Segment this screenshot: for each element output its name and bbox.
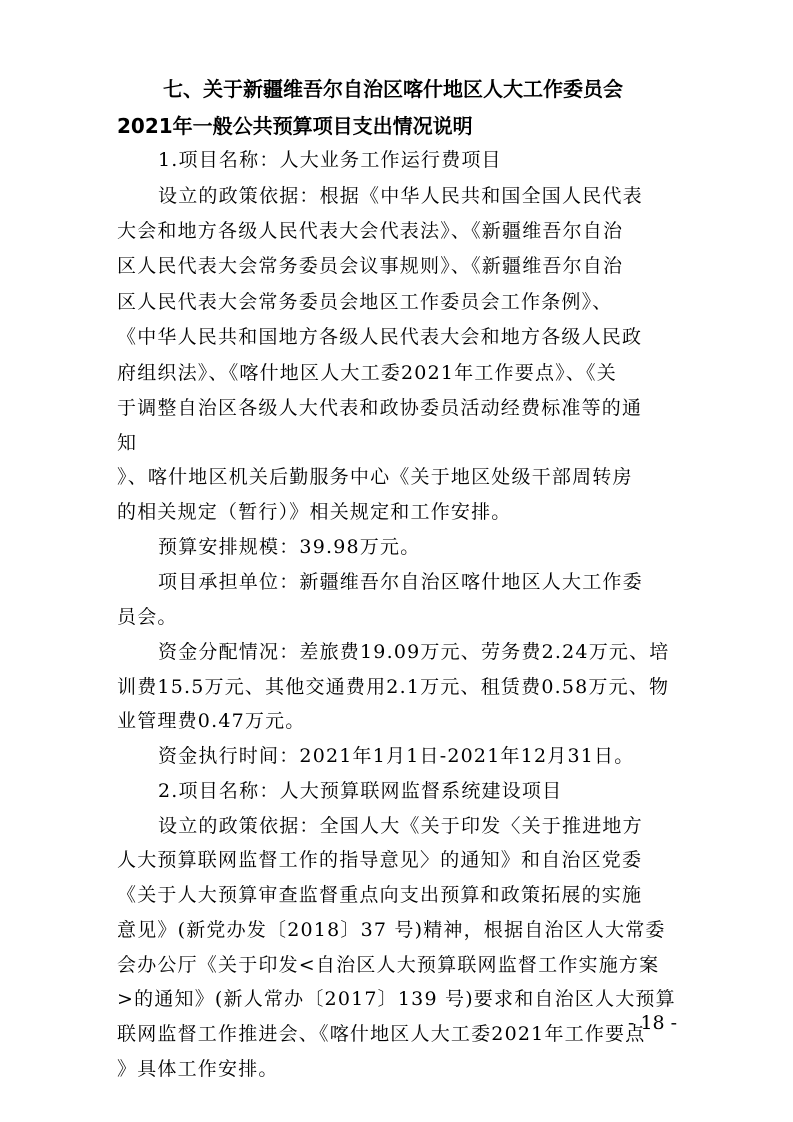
paragraph-line: 区人民代表大会常务委员会地区工作委员会工作条例》、 xyxy=(117,291,613,313)
paragraph-line: >的通知》(新人常办〔2017〕139 号)要求和自治区人大预算 xyxy=(117,988,676,1010)
paragraph-line: 设立的政策依据：全国人大《关于印发〈关于推进地方 xyxy=(158,815,643,837)
paragraph-line: 知 xyxy=(117,432,138,454)
paragraph-line: 会办公厅《关于印发<自治区人大预算联网监督工作实施方案 xyxy=(117,954,660,976)
paragraph-line: 意见》(新党办发〔2018〕37 号)精神，根据自治区人大常委 xyxy=(117,919,666,941)
project-1-name: 1.项目名称：人大业务工作运行费项目 xyxy=(158,149,502,171)
paragraph-line: 府组织法》、《喀什地区人大工委2021年工作要点》、《关 xyxy=(117,362,617,384)
paragraph-line: 训费15.5万元、其他交通费用2.1万元、租赁费0.58万元、物 xyxy=(117,676,670,698)
paragraph-line: 》具体工作安排。 xyxy=(117,1058,279,1080)
paragraph-line: 《中华人民共和国地方各级人民代表大会和地方各级人民政 xyxy=(117,326,643,348)
budget-scale: 预算安排规模：39.98万元。 xyxy=(158,536,421,558)
paragraph-line: 《关于人大预算审查监督重点向支出预算和政策拓展的实施 xyxy=(117,884,643,906)
section-title-line-2: 2021年一般公共预算项目支出情况说明 xyxy=(117,114,473,138)
page-number: - 18 - xyxy=(628,1012,678,1034)
paragraph-line: 》、喀什地区机关后勤服务中心《关于地区处级干部周转房 xyxy=(117,466,633,488)
paragraph-line: 设立的政策依据：根据《中华人民共和国全国人民代表 xyxy=(158,185,643,207)
paragraph-line: 区人民代表大会常务委员会议事规则》、《新疆维吾尔自治 xyxy=(117,255,624,277)
responsible-unit: 项目承担单位：新疆维吾尔自治区喀什地区人大工作委 xyxy=(158,571,643,593)
paragraph-line: 的相关规定（暂行）》相关规定和工作安排。 xyxy=(117,501,512,523)
project-2-name: 2.项目名称：人大预算联网监督系统建设项目 xyxy=(158,780,563,802)
paragraph-line: 业管理费0.47万元。 xyxy=(117,710,306,732)
paragraph-line: 联网监督工作推进会、《喀什地区人大工委2021年工作要点 xyxy=(117,1023,646,1045)
paragraph-line: 员会。 xyxy=(117,606,178,628)
fund-allocation: 资金分配情况：差旅费19.09万元、劳务费2.24万元、培 xyxy=(158,641,670,663)
execution-period: 资金执行时间：2021年1月1日-2021年12月31日。 xyxy=(158,745,635,767)
paragraph-line: 人大预算联网监督工作的指导意见〉的通知》和自治区党委 xyxy=(117,849,643,871)
paragraph-line: 于调整自治区各级人大代表和政协委员活动经费标准等的通 xyxy=(117,397,643,419)
paragraph-line: 大会和地方各级人民代表大会代表法》、《新疆维吾尔自治 xyxy=(117,220,624,242)
section-title-line-1: 七、关于新疆维吾尔自治区喀什地区人大工作委员会 xyxy=(163,77,623,101)
